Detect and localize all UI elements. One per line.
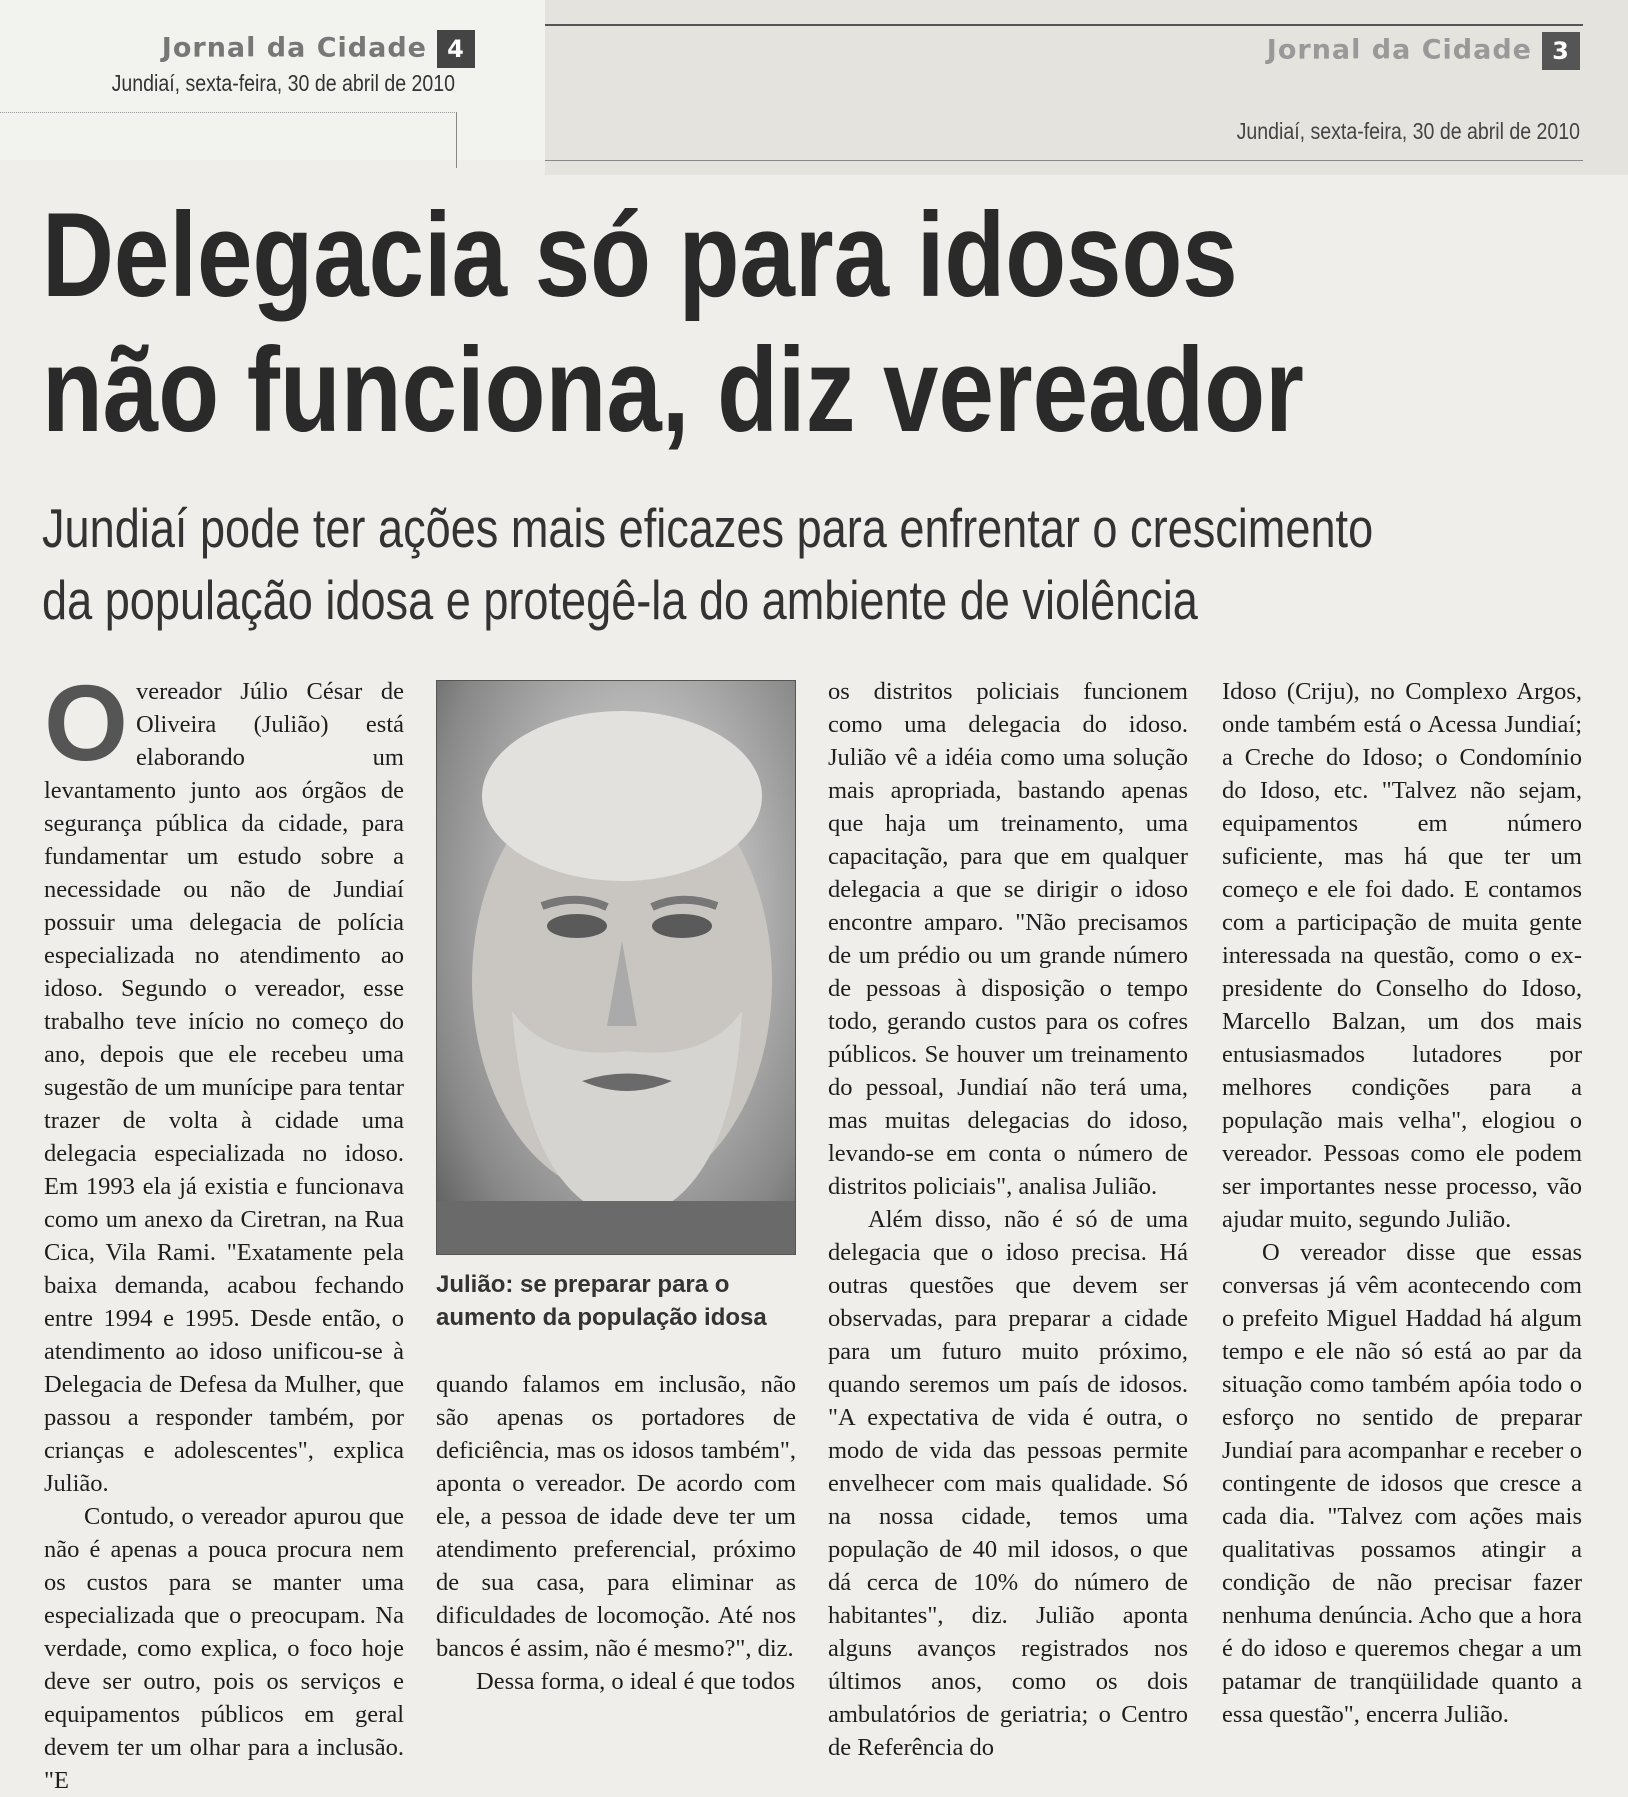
paragraph: Contudo, o vereador apurou que não é apenas a pouca procura nem os custos para se manter uma especializada que o preocupam. Na verdade, como explica, o foco hoje deve ser outro, pois os serviços e equipamentos públicos em geral devem ter um olhar para a inclusão. "E — [44, 1503, 404, 1794]
brand-name: Jornal da Cidade — [1266, 34, 1532, 66]
paragraph: os distritos policiais funcionem como uma delegacia do idoso. Julião vê a idéia como uma solução mais apropriada, bastando apenas que haja um treinamento, uma capacitação, para que em qualquer delegacia a que se dirigir o idoso encontre amparo. "Não precisamos de um prédio ou um grande número de pessoas à disposição o tempo todo, gerando custos para os cofres públicos. Se houver um treinamento do pessoal, Jundiaí não terá uma, mas muitas delegacias do idoso, levando-se em conta o número de distritos policiais", analisa Julião. — [828, 678, 1188, 1200]
newspaper-brand-left — [162, 30, 475, 68]
paragraph: quando falamos em inclusão, não são apenas os portadores de deficiência, mas os idosos também", aponta o vereador. De acordo com ele, a pessoa de idade deve ter um atendimento preferencial, próximo de sua casa, para eliminar as dificuldades de locomoção. Até nos bancos é assim, não é mesmo?", diz. — [436, 1371, 796, 1662]
newspaper-brand-right — [1267, 32, 1580, 70]
divider — [456, 112, 457, 168]
article-column-2 — [436, 1368, 796, 1698]
divider — [545, 160, 1583, 161]
subheadline-line-1: Jundiaí pode ter ações mais eficazes para enfrentar o crescimento — [42, 497, 1374, 559]
issue-date-left: Jundiaí, sexta-feira, 30 de abril de 2010 — [111, 70, 455, 96]
divider — [545, 24, 1583, 26]
page-number-right: 3 — [1542, 32, 1580, 70]
photo-caption: Julião: se preparar para o aumento da população idosa — [436, 1271, 767, 1331]
paragraph: Dessa forma, o ideal é que todos — [476, 1668, 796, 1695]
headline-line-1: Delegacia só para idosos — [42, 188, 1238, 322]
portrait-photo — [436, 680, 796, 1255]
page-number-left: 4 — [437, 30, 475, 68]
masthead-right — [545, 0, 1628, 175]
paragraph: vereador Júlio César de Oliveira (Julião) está elaborando um levantamento junto aos órgãos de segurança pública da cidade, para fundamentar um estudo sobre a necessidade ou não de Jundiaí possuir uma delegacia de polícia especializada no atendimento ao idoso. Segundo o vereador, esse trabalho teve início no começo do ano, depois que ele recebeu uma sugestão de um munícipe para tentar trazer de volta à cidade uma delegacia especializada no idoso. Em 1993 ela já existia e funcionava como um anexo da Ciretran, na Rua Cica, Vila Rami. "Exatamente pela baixa demanda, acabou fechando entre 1994 e 1995. Desde então, o atendimento ao idoso unificou-se à Delegacia de Defesa da Mulher, que passou a responder também, por crianças e adolescentes", explica Julião. — [44, 678, 404, 1497]
article-column-3 — [828, 675, 1188, 1764]
article-column-4 — [1222, 675, 1582, 1731]
subheadline — [42, 492, 1373, 636]
paragraph: Idoso (Criju), no Complexo Argos, onde também está o Acessa Jundiaí; a Creche do Idoso; o Condomínio do Idoso, etc. "Talvez não sejam, equipamentos em número suficiente, mas há que ter um começo e ele foi dado. E contamos com a participação de muita gente interessada na questão, como o ex-presidente do Conselho do Idoso, Marcello Balzan, um dos mais entusiasmados lutadores por melhores condições para a população mais velha", elogiou o vereador. Pessoas como ele podem ser importantes nesse processo, vão ajudar muito, segundo Julião. — [1222, 678, 1582, 1233]
paragraph: Além disso, não é só de uma delegacia que o idoso precisa. Há outras questões que devem ser observadas, para preparar a cidade para um futuro muito próximo, quando seremos um país de idosos. "A expectativa de vida é outra, o modo de vida das pessoas permite envelhecer com mais qualidade. Só na nossa cidade, temos uma população de 40 mil idosos, o que dá cerca de 10% do número de habitantes", diz. Julião aponta alguns avanços registrados nos últimos anos, como os dois ambulatórios de geriatria; o Centro de Referência do — [828, 1206, 1188, 1761]
paragraph: O vereador disse que essas conversas já vêm acontecendo com o prefeito Miguel Haddad há algum tempo e ele não só está ao par da situação como também apóia todo o esforço no sentido de preparar Jundiaí para acompanhar e receber o contingente de idosos que cresce a cada dia. "Talvez com ações mais qualitativas possamos atingir a condição de não precisar fazer nenhuma denúncia. Acho que a hora é do idoso e queremos chegar a um patamar de tranqüilidade quanto a essa questão", encerra Julião. — [1222, 1239, 1582, 1728]
subheadline-line-2: da população idosa e protegê-la do ambiente de violência — [42, 569, 1198, 631]
brand-name: Jornal da Cidade — [161, 32, 427, 64]
drop-cap: O — [44, 662, 129, 783]
headline-line-2: não funciona, diz vereador — [42, 323, 1304, 457]
headline — [42, 188, 1304, 458]
divider — [0, 112, 457, 113]
masthead-left — [0, 0, 545, 160]
article-column-1 — [44, 662, 404, 1797]
issue-date-right: Jundiaí, sexta-feira, 30 de abril de 2010 — [1236, 118, 1580, 144]
portrait-image — [437, 681, 795, 1254]
